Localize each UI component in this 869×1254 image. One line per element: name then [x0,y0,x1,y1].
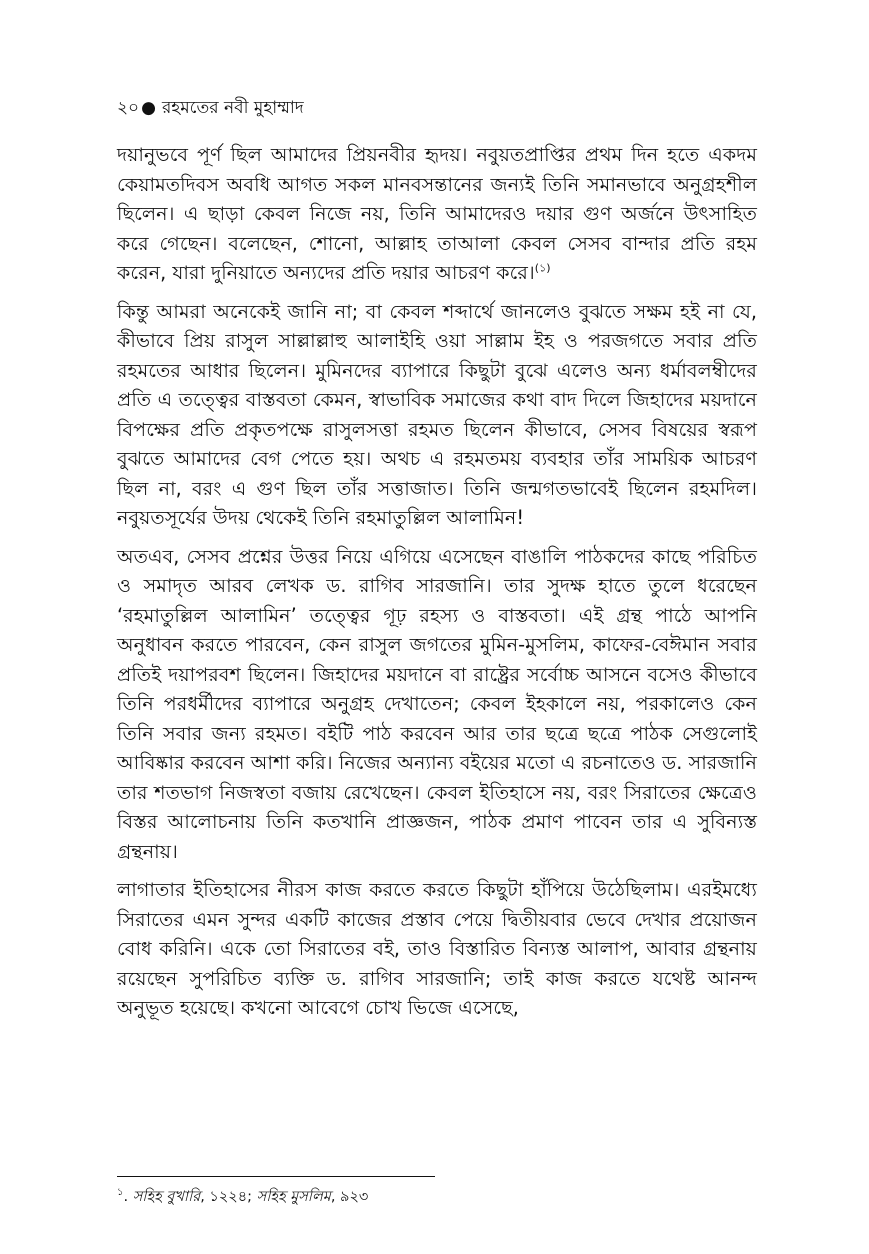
header-bullet: ● [141,98,156,118]
footnote-divider [117,1176,435,1177]
paragraph-2-text: কিন্তু আমরা অনেকেই জানি না; বা কেবল শব্দার্থে জানলেও বুঝতে সক্ষম হই না যে, কীভাবে প্রিয় রাসুল সাল্লাল্লাহু আলাইহি ওয়া সাল্লাম ইহ ও পরজগতে সবার প্রতি রহমতের আধার ছিলেন। মুমিনদের ব্যাপারে কিছুটা বুঝে এলেও অন্য ধর্মাবলম্বীদের প্রতি এ তত্ত্বের বাস্তবতা কেমন, স্বাভাবিক সমাজের কথা বাদ দিলে জিহাদের ময়দানে বিপক্ষের প্রতি প্রকৃতপক্ষে রাসুলসত্তা রহমত ছিলেন কীভাবে, সেসব বিষয়ের স্বরূপ বুঝতে আমাদের বেগ পেতে হয়। অথচ এ রহমতময় ব্যবহার তাঁর সাময়িক আচরণ ছিল না, বরং এ গুণ ছিল তাঁর সত্তাজাত। তিনি জন্মগতভাবেই ছিলেন রহমদিল। নবুয়তসূর্যের উদয় থেকেই তিনি রহমাতুল্লিল আলামিন! [117,299,757,529]
paragraph-4-text: লাগাতার ইতিহাসের নীরস কাজ করতে করতে কিছুটা হাঁপিয়ে উঠেছিলাম। এরইমধ্যে সিরাতের এমন সুন্দর একটি কাজের প্রস্তাব পেয়ে দ্বিতীয়বার ভেবে দেখার প্রয়োজন বোধ করিনি। একে তো সিরাতের বই, তাও বিস্তারিত বিন্যস্ত আলাপ, আবার গ্রন্থনায় রয়েছেন সুপরিচিত ব্যক্তি ড. রাগিব সারজানি; তাই কাজ করতে যথেষ্ট আনন্দ অনুভূত হয়েছে। কখনো আবেগে চোখ ভিজে এসেছে, [117,878,757,1019]
footnote-ref[interactable]: (১) [534,261,551,275]
book-page [117,96,757,1032]
paragraph-1 [117,140,757,288]
page-number: ২০ [117,98,140,118]
footnote-marker: ১ [117,1187,124,1199]
paragraph-1-text: দয়ানুভবে পূর্ণ ছিল আমাদের প্রিয়নবীর হৃদয়। নবুয়তপ্রাপ্তির প্রথম দিন হতে একদম কেয়ামতদিবস অবধি আগত সকল মানবসন্তানের জন্যই তিনি সমানভাবে অনুগ্রহশীল ছিলেন। এ ছাড়া কেবল নিজে নয়, তিনি আমাদেরও দয়ার গুণ অর্জনে উৎসাহিত করে গেছেন। বলেছেন, শোনো, আল্লাহ তাআলা কেবল সেসব বান্দার প্রতি রহম করেন, যারা দুনিয়াতে অন্যদের প্রতি দয়ার আচরণ করে। [117,143,757,284]
book-title: রহমতের নবী মুহাম্মাদ [161,98,304,118]
footnote: $^১$. সহিহ বুখারি, ১২২৪; সহিহ মুসলিম, ৯২৩ [117,1187,369,1205]
footnote-source-2: সহিহ মুসলিম [256,1189,331,1205]
paragraph-3 [117,542,757,867]
paragraph-3-text: অতএব, সেসব প্রশ্নের উত্তর নিয়ে এগিয়ে এসেছেন বাঙালি পাঠকদের কাছে পরিচিত ও সমাদৃত আরব লেখক ড. রাগিব সারজানি। তার সুদক্ষ হাতে তুলে ধরেছেন ‘রহমাতুল্লিল আলামিন’ তত্ত্বের গূঢ় রহস্য ও বাস্তবতা। এই গ্রন্থ পাঠে আপনি অনুধাবন করতে পারবেন, কেন রাসুল জগতের মুমিন-মুসলিম, কাফের-বেঈমান সবার প্রতিই দয়াপরবশ ছিলেন। জিহাদের ময়দানে বা রাষ্ট্রের সর্বোচ্চ আসনে বসেও কীভাবে তিনি পরধর্মীদের ব্যাপারে অনুগ্রহ দেখাতেন; কেবল ইহকালে নয়, পরকালেও কেন তিনি সবার জন্য রহমত। বইটি পাঠ করবেন আর তার ছত্রে ছত্রে পাঠক সেগুলোই আবিষ্কার করবেন আশা করি। নিজের অন্যান্য বইয়ের মতো এ রচনাতেও ড. সারজানি তার শতভাগ নিজস্বতা বজায় রেখেছেন। কেবল ইতিহাসে নয়, বরং সিরাতের ক্ষেত্রেও বিস্তর আলোচনায় তিনি কতখানি প্রাজ্ঞজন, পাঠক প্রমাণ পাবেন তার এ সুবিন্যস্ত গ্রন্থনায়। [117,544,758,863]
footnote-source-1-ref: , ১২২৪; [200,1189,257,1205]
running-header [117,96,757,120]
footnote-source-1: সহিহ বুখারি [132,1189,201,1205]
paragraph-4 [117,875,757,1023]
footnote-source-2-ref: , ৯২৩ [330,1189,369,1205]
paragraph-2 [117,297,757,533]
